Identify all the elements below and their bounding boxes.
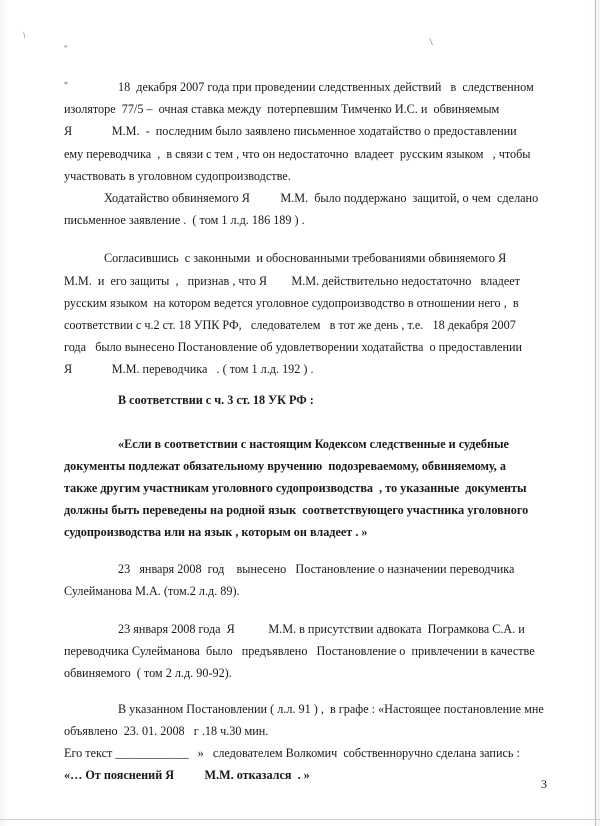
quote-line: документы подлежат обязательному вручению подозреваемому, обвиняемому, а [64,459,506,473]
quote-line: «Если в соответствии с настоящим Кодексом следственные и судебные [118,437,509,451]
paragraph-6-line: объявлено 23. 01. 2008 г .18 ч.30 мин. [64,724,269,738]
page-number: 3 [541,777,547,791]
paragraph-1-line: 18 декабря 2007 года при проведении следственных действий в следственном [118,80,534,94]
paragraph-1-line: ему переводчика , в связи с тем , что он недостаточно владеет русским языком , чтобы [64,147,531,161]
paragraph-1-line: Я М.М. - последним было заявлено письменное ходатайство о предоставлении [64,124,517,138]
paragraph-5-line: переводчика Сулейманова было предъявлено Постановление о привлечении в качестве [64,644,535,658]
scan-mark: / [426,36,437,48]
paragraph-5-line: обвиняемого ( том 2 л.д. 90-92). [64,666,232,680]
section-heading: В соответствии с ч. 3 ст. 18 УК РФ : [118,393,314,407]
paragraph-1-line: изоляторе 77/5 – очная ставка между потерпевшим Тимченко И.С. и обвиняемым [64,102,500,116]
scan-mark: / [20,30,28,40]
paragraph-6-line: «… От пояснений Я М.М. отказался . » [64,768,310,782]
paragraph-4-line: 23 января 2008 год вынесено Постановление о назначении переводчика [118,562,515,576]
scan-edge-right [595,0,596,826]
paragraph-1-line: участвовать в уголовном судопроизводстве. [64,169,291,183]
paragraph-4-line: Сулейманова М.А. (том.2 л.д. 89). [64,584,240,598]
paragraph-5-line: 23 января 2008 года Я М.М. в присутствии адвоката Пограмкова С.А. и [118,622,525,636]
paragraph-3-line: Согласившись с законными и обоснованными требованиями обвиняемого Я [104,251,507,265]
paragraph-6-line: Его текст ____________ » следователем Волкомич собственноручно сделана запись : [64,746,520,760]
paragraph-3-line: русским языком на котором ведется уголовное судопроизводство в отношении него , в [64,296,519,310]
quote-line: должны быть переведены на родной язык соответствующего участника уголовного [64,503,529,517]
paragraph-3-line: соответствии с ч.2 ст. 18 УПК РФ, следователем в тот же день , т.е. 18 декабря 2007 [64,318,516,332]
scan-mark: " [64,44,68,54]
quote-line: также другим участникам уголовного судопроизводства , то указанные документы [64,481,527,495]
paragraph-2-line: письменное заявление . ( том 1 л.д. 186 189 ) . [64,213,305,227]
paragraph-3-line: года было вынесено Постановление об удовлетворении ходатайства о предоставлении [64,340,523,354]
paragraph-6-line: В указанном Постановлении ( л.л. 91 ) , в графе : «Настоящее постановление мне [118,702,544,716]
paragraph-3-line: Я М.М. переводчика . ( том 1 л.д. 192 ) . [64,362,314,376]
paragraph-3-line: М.М. и его защиты , признав , что Я М.М. действительно недостаточно владеет [64,274,520,288]
scan-edge-bottom [0,819,600,820]
scan-mark: * [64,80,68,89]
paragraph-2-line: Ходатайство обвиняемого Я М.М. было поддержано защитой, о чем сделано [104,191,539,205]
quote-line: судопроизводства или на язык , которым он владеет . » [64,525,368,539]
